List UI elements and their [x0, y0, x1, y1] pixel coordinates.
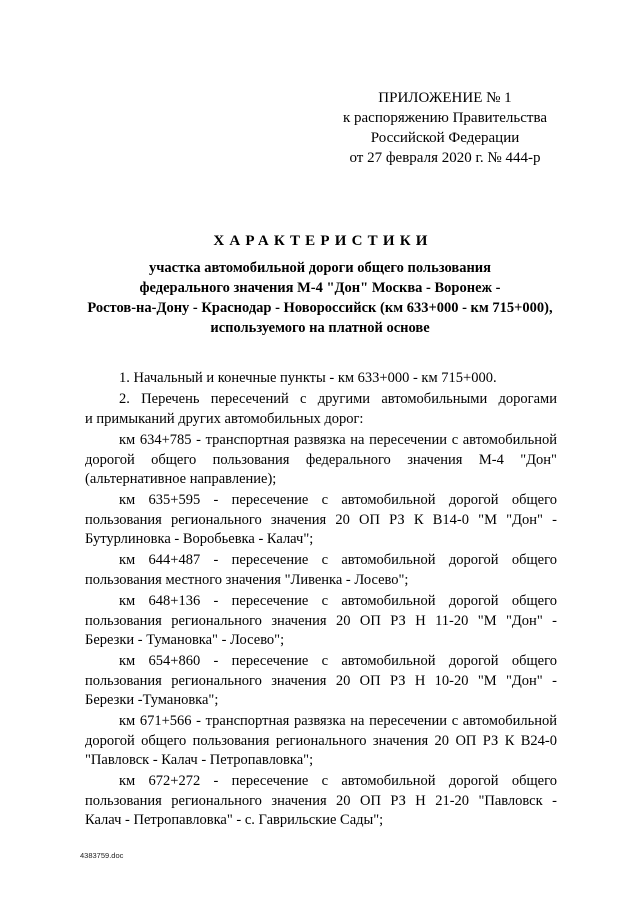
- text-line: Калач - Петропавловка" - с. Гаврильские Сады";: [85, 812, 384, 829]
- list-item: [85, 491, 557, 549]
- text-line: км 671+566 - транспортная развязка на пересечении с автомобильной: [119, 713, 557, 730]
- text-line: дорогой общего пользования федерального значения М-4 "Дон": [85, 451, 557, 468]
- appendix-order-line: к распоряжению Правительства: [342, 110, 547, 126]
- text-line: км 635+595 - пересечение с автомобильной дорогой общего: [119, 492, 557, 509]
- text-line: Березки -Тумановка";: [85, 691, 219, 708]
- list-item: [85, 431, 557, 489]
- text-line: км 634+785 - транспортная развязка на пересечении с автомобильной: [119, 432, 557, 449]
- list-item: [85, 652, 557, 710]
- appendix-date-line: от 27 февраля 2020 г. № 444-р: [349, 150, 541, 166]
- text-line: Березки - Тумановка" - Лосево";: [85, 631, 285, 648]
- document-title: ХАРАКТЕРИСТИКИ: [213, 233, 433, 249]
- subtitle-line: Ростов-на-Дону - Краснодар - Новороссийск (км 633+000 - км 715+000),: [87, 300, 553, 316]
- text-line: км 644+487 - пересечение с автомобильной дорогой общего: [119, 552, 557, 569]
- text-line: и примыканий других автомобильных дорог:: [85, 410, 364, 427]
- text-line: км 672+272 - пересечение с автомобильной дорогой общего: [119, 773, 557, 790]
- text-line: 2. Перечень пересечений с другими автомобильными дорогами: [119, 391, 557, 408]
- text-line: Бутурлиновка - Воробьевка - Калач";: [85, 530, 314, 547]
- list-item: [85, 712, 557, 770]
- document-subtitle: [60, 258, 580, 338]
- text-line: (альтернативное направление);: [85, 470, 277, 487]
- text-line: пользования регионального значения 20 ОП РЗ Н 21-20 "Павловск -: [85, 792, 557, 809]
- appendix-header: [330, 88, 560, 168]
- list-item: [85, 390, 557, 429]
- document-body: [85, 369, 557, 833]
- text-line: дорогой общего пользования регионального значения 20 ОП РЗ К В24-0: [85, 732, 557, 749]
- list-item: [85, 592, 557, 650]
- appendix-government-line: Российской Федерации: [370, 130, 520, 146]
- subtitle-line: федерального значения М-4 "Дон" Москва - Воронеж -: [139, 280, 501, 296]
- text-line: км 648+136 - пересечение с автомобильной дорогой общего: [119, 593, 557, 610]
- text-line: пользования регионального значения 20 ОП РЗ К В14-0 "М "Дон" -: [85, 511, 557, 528]
- text-line: пользования регионального значения 20 ОП РЗ Н 11-20 "М "Дон" -: [85, 612, 557, 629]
- subtitle-line: используемого на платной основе: [210, 320, 430, 336]
- text-line: пользования регионального значения 20 ОП РЗ Н 10-20 "М "Дон" -: [85, 672, 557, 689]
- list-item: [85, 369, 557, 388]
- text-line: пользования местного значения "Ливенка - Лосево";: [85, 571, 409, 588]
- appendix-number: ПРИЛОЖЕНИЕ № 1: [378, 90, 512, 106]
- file-name-footer: 4383759.doc: [80, 851, 124, 860]
- list-item: [85, 551, 557, 590]
- list-item: [85, 772, 557, 830]
- text-line: км 654+860 - пересечение с автомобильной дорогой общего: [119, 653, 557, 670]
- text-line: "Павловск - Калач - Петропавловка";: [85, 751, 314, 768]
- text-line: 1. Начальный и конечные пункты - км 633+000 - км 715+000.: [119, 370, 497, 386]
- subtitle-line: участка автомобильной дороги общего пользования: [148, 260, 492, 276]
